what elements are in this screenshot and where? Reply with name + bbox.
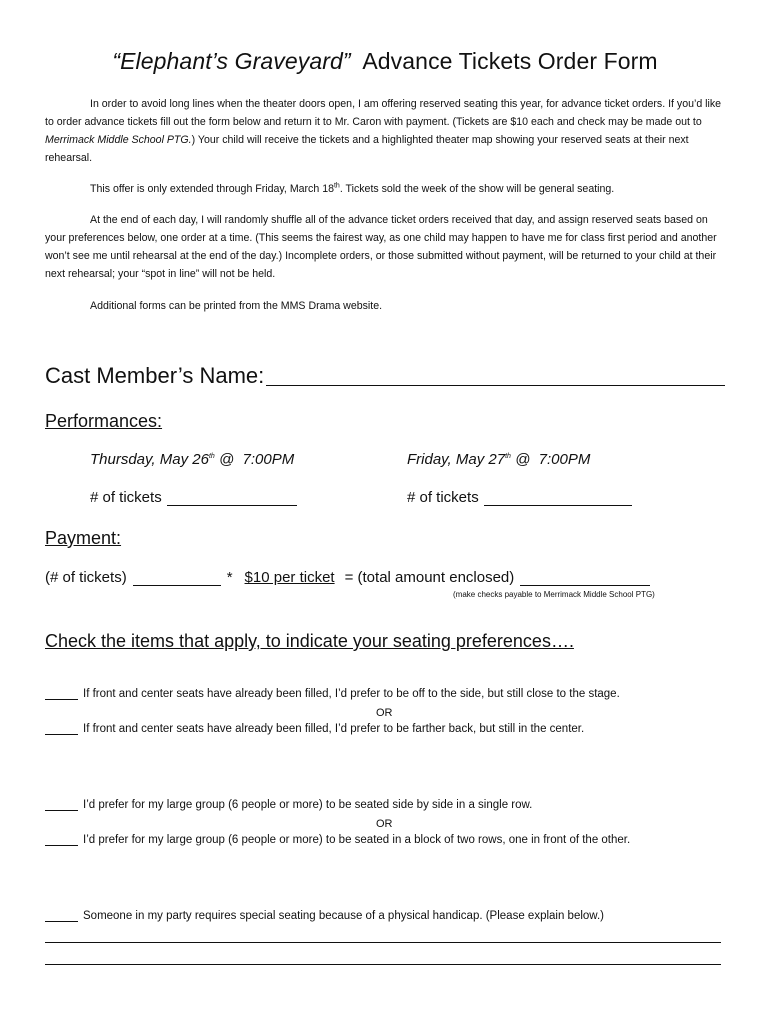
preference-checkbox-1[interactable] bbox=[45, 688, 78, 700]
show-name: Elephant’s Graveyard bbox=[120, 48, 343, 74]
preference-option-5 bbox=[45, 910, 604, 922]
preference-option-4 bbox=[45, 834, 630, 846]
preference-checkbox-2[interactable] bbox=[45, 723, 78, 735]
thursday-date: Thursday, May 26 bbox=[90, 451, 209, 468]
preference-text-5: Someone in my party requires special seating because of a physical handicap. (Please explain below.) bbox=[83, 910, 604, 922]
thursday-performance bbox=[90, 451, 294, 468]
preference-text-4: I’d prefer for my large group (6 people or more) to be seated in a block of two rows, one in front of the other. bbox=[83, 834, 631, 846]
intro-p4-text: Additional forms can be printed from the MMS Drama website. bbox=[90, 300, 383, 312]
intro-p2-a: This offer is only extended through Friday, March 18 bbox=[90, 183, 334, 195]
friday-time: @ 7:00PM bbox=[510, 451, 591, 468]
thursday-sup: th bbox=[208, 453, 215, 460]
or-separator-2: OR bbox=[376, 818, 393, 830]
payment-tickets-label: (# of tickets) bbox=[45, 569, 127, 586]
payment-heading: Payment: bbox=[45, 528, 122, 548]
preference-checkbox-3[interactable] bbox=[45, 799, 78, 811]
friday-tickets-row bbox=[407, 489, 632, 506]
payment-note: (make checks payable to Merrimack Middle School PTG) bbox=[453, 590, 655, 599]
preferences-heading: Check the items that apply, to indicate your seating preferences…. bbox=[45, 631, 574, 651]
price-per-ticket: $10 per ticket bbox=[244, 569, 335, 586]
intro-p1-text: In order to avoid long lines when the theater doors open, I am offering reserved seating this year, for advance ticket orders. If you’d like to order advance tickets fill out the form below and return it to Mr. Caron with payment. (Tickets are $10 each and check may be made out to bbox=[45, 98, 722, 128]
preference-option-2 bbox=[45, 723, 584, 735]
preference-text-1: If front and center seats have already been filled, I’d prefer to be off to the side, but still close to the stage. bbox=[83, 688, 620, 700]
thursday-time: @ 7:00PM bbox=[214, 451, 295, 468]
payment-total-field[interactable] bbox=[520, 571, 650, 586]
title-rest: Advance Tickets Order Form bbox=[350, 48, 658, 74]
explanation-line-2[interactable] bbox=[45, 964, 721, 965]
friday-performance bbox=[407, 451, 590, 468]
performances-heading: Performances: bbox=[45, 411, 163, 431]
form-title bbox=[0, 48, 770, 75]
preference-option-3 bbox=[45, 799, 532, 811]
title-quote-open: “ bbox=[112, 48, 121, 74]
intro-paragraph-1 bbox=[45, 95, 725, 167]
intro-p3-text: At the end of each day, I will randomly shuffle all of the advance ticket orders received that day, and assign reserved seats based on your preferences below, one order at a time. (This seems the fairest way, as one child may happen to have me for class first period and another won’t see me until rehearsal at the end of the day.) Incomplete orders, or those submitted without payment, will be returned to your child at their next rehearsal; your “spot in line” will not be held. bbox=[45, 214, 717, 280]
intro-p2-sup: th bbox=[333, 182, 340, 190]
payment-tickets-field[interactable] bbox=[133, 571, 221, 586]
thursday-tickets-label: # of tickets bbox=[90, 489, 162, 506]
cast-member-name-field[interactable] bbox=[266, 363, 725, 386]
preference-checkbox-5[interactable] bbox=[45, 910, 78, 922]
friday-sup: th bbox=[505, 453, 511, 460]
payment-total-label: = (total amount enclosed) bbox=[344, 569, 515, 586]
friday-date: Friday, May 27 bbox=[407, 451, 506, 468]
payment-times: * bbox=[226, 569, 233, 586]
explanation-line-1[interactable] bbox=[45, 942, 721, 943]
preference-checkbox-4[interactable] bbox=[45, 834, 78, 846]
intro-p2-b: . Tickets sold the week of the show will be general seating. bbox=[339, 183, 615, 195]
cast-member-name-row bbox=[45, 363, 725, 389]
ptg-name: Merrimack Middle School PTG. bbox=[45, 134, 192, 146]
intro-paragraph-4 bbox=[45, 297, 725, 315]
thursday-tickets-field[interactable] bbox=[167, 491, 297, 506]
intro-paragraph-2 bbox=[45, 180, 725, 198]
or-separator-1: OR bbox=[376, 707, 393, 719]
intro-p1-end: ) Your child will receive the tickets and a highlighted theater map showing your reserved seats at their next rehearsal. bbox=[45, 134, 689, 164]
title-quote-close: ” bbox=[342, 48, 351, 74]
intro-paragraph-3 bbox=[45, 211, 725, 283]
preference-text-3: I’d prefer for my large group (6 people or more) to be seated side by side in a single row. bbox=[83, 799, 533, 811]
payment-line bbox=[45, 569, 650, 586]
thursday-tickets-row bbox=[90, 489, 297, 506]
preference-option-1 bbox=[45, 688, 620, 700]
friday-tickets-field[interactable] bbox=[484, 491, 632, 506]
friday-tickets-label: # of tickets bbox=[407, 489, 479, 506]
preference-text-2: If front and center seats have already been filled, I’d prefer to be farther back, but still in the center. bbox=[83, 723, 585, 735]
cast-member-label: Cast Member’s Name: bbox=[45, 363, 265, 388]
